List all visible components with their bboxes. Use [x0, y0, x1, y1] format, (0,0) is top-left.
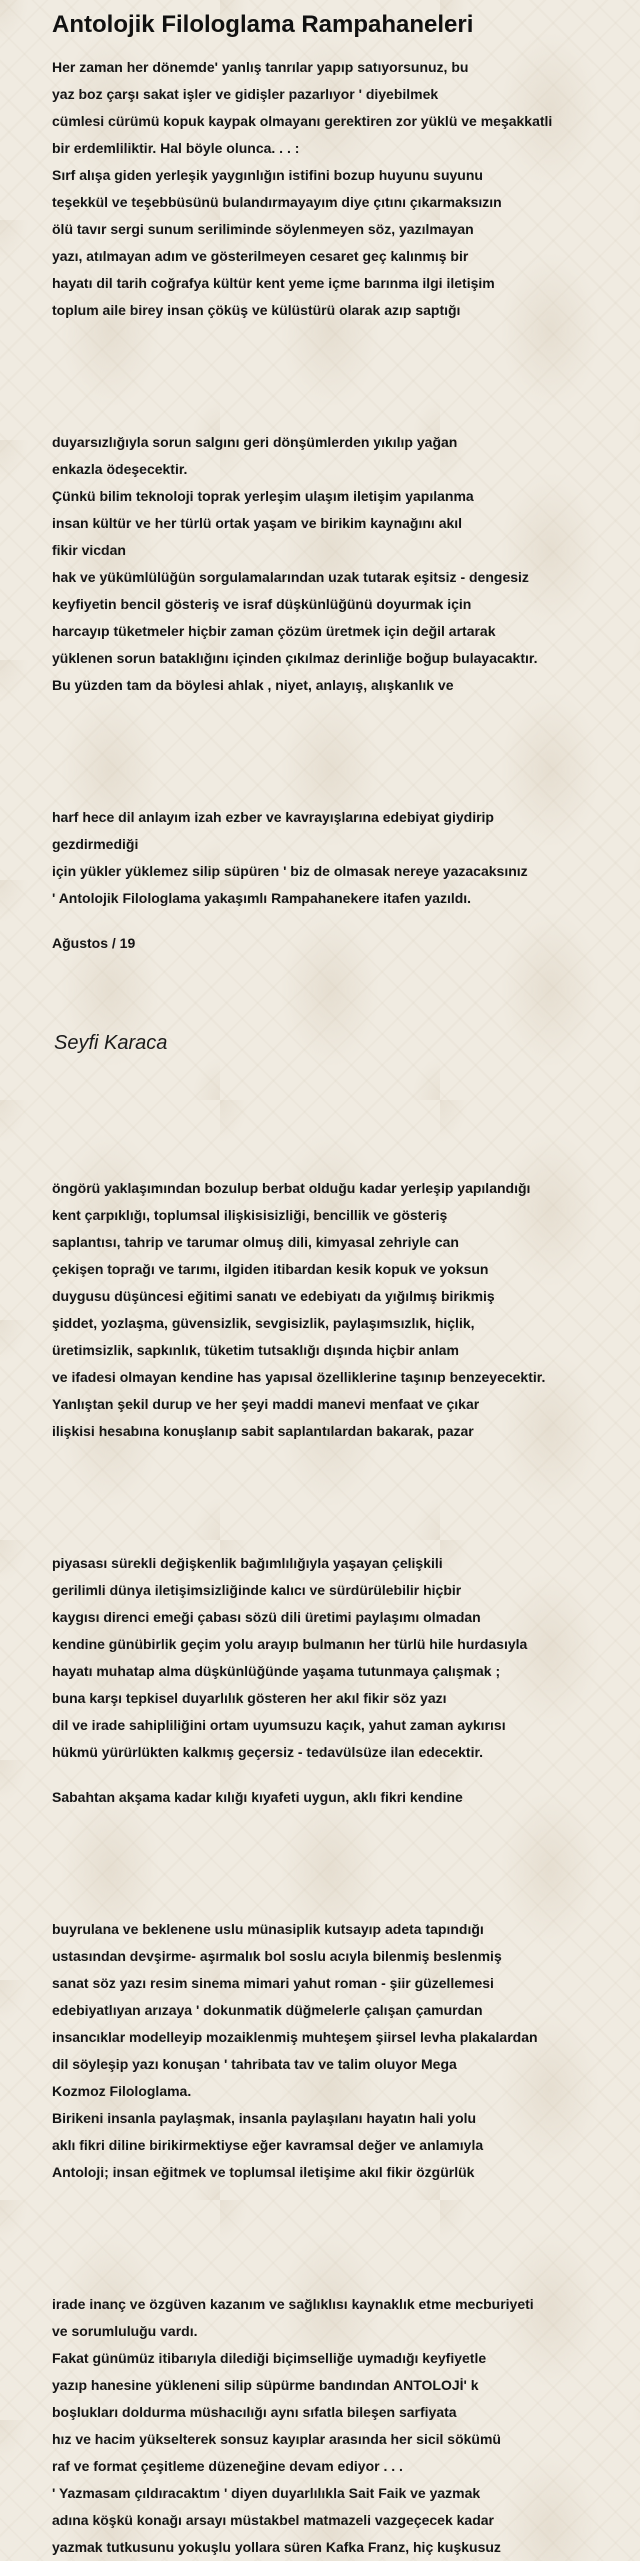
poem-line: yazmak tutkusunu yokuşlu yollara süren Kafka Franz, hiç kuşkusuz: [52, 2539, 501, 2555]
spacer: [0, 1057, 610, 1175]
poem-line: öngörü yaklaşımından bozulup berbat olduğu kadar yerleşip yapılandığı: [52, 1180, 531, 1196]
poem-line: cümlesi cürümü kopuk kaypak olmayanı gerektiren zor yüklü ve meşakkatli: [52, 113, 553, 129]
poem-line: enkazla ödeşecektir.: [52, 461, 188, 477]
poem-line: buyrulana ve beklenene uslu münasiplik kutsayıp adeta tapındığı: [52, 1921, 484, 1937]
poem-line: yazıp hanesine yükleneni silip süpürme bandından ANTOLOJİ' k: [52, 2377, 479, 2393]
poem-line: Sabahtan akşama kadar kılığı kıyafeti uygun, aklı fikri kendine: [52, 1789, 463, 1805]
date-block: [0, 930, 610, 957]
poem-line: Yanlıştan şekil durup ve her şeyi maddi manevi menfaat ve çıkar: [52, 1396, 480, 1412]
date-text: Ağustos / 19: [52, 935, 136, 951]
poem-line: boşlukları doldurma müshacılığı aynı sıfatla bileşen sarfiyata: [52, 2404, 457, 2420]
poem-line: Çünkü bilim teknoloji toprak yerleşim ulaşım iletişim yapılanma: [52, 488, 474, 504]
poem-line: ölü tavır sergi sunum seriliminde söylenmeyen söz, yazılmayan: [52, 221, 474, 237]
author-name: Seyfi Karaca: [54, 1032, 168, 1054]
poem-line: gezdirmediği: [52, 836, 139, 852]
poem-line: dil söyleşip yazı konuşan ' tahribata tav ve talim oluyor Mega: [52, 2056, 457, 2072]
poem-line: toplum aile birey insan çöküş ve külüstürü olarak azıp saptığı: [52, 302, 461, 318]
poem-line: adına köşkü konağı arsayı müstakbel matmazeli vazgeçecek kadar: [52, 2512, 494, 2528]
poem-line: insan kültür ve her türlü ortak yaşam ve birikim kaynağını akıl: [52, 515, 463, 531]
poem-line: duyarsızlığıyla sorun salgını geri dönşümlerden yıkılıp yağan: [52, 434, 458, 450]
poem-line: teşekkül ve teşebbüsünü bulandırmayayım diye çıtını çıkarmaksızın: [52, 194, 502, 210]
poem-line: hak ve yükümlülüğün sorgulamalarından uzak tutarak eşitsiz - dengesiz: [52, 569, 529, 585]
poem-line: kaygısı direnci emeği çabası sözü dili üretimi paylaşımı olmadan: [52, 1609, 481, 1625]
poem-block-7: [0, 1916, 610, 2186]
poem-line: Her zaman her dönemde' yanlış tanrılar yapıp satıyorsunuz, bu: [52, 59, 469, 75]
poem-line: kent çarpıklığı, toplumsal ilişkisisizliği, bencillik ve gösteriş: [52, 1207, 448, 1223]
poem-line: hız ve hacim yükselterek sonsuz kayıplar arasında her sicil sökümü: [52, 2431, 501, 2447]
poem-line: keyfiyetin bencil gösteriş ve israf düşkünlüğünü doyurmak için: [52, 596, 472, 612]
signature-block: [0, 1029, 610, 1057]
poem-line: duygusu düşüncesi eğitimi sanatı ve edebiyatı da yığılmış birikmiş: [52, 1288, 495, 1304]
poem-line: ' Antolojik Filologlama yakaşımlı Rampahanekere itafen yazıldı.: [52, 890, 472, 906]
spacer: [0, 1766, 610, 1784]
poem-block-3: [0, 804, 610, 912]
poem-block-2: [0, 429, 610, 699]
spacer: [0, 912, 610, 930]
poem-line: ' Yazmasam çıldıracaktım ' diyen duyarlılıkla Sait Faik ve yazmak: [52, 2485, 481, 2501]
poem-block-6: [0, 1784, 610, 1811]
poem-line: insancıklar modelleyip mozaiklenmiş muhteşem şiirsel levha plakalardan: [52, 2029, 538, 2045]
poem-line: gerilimli dünya iletişimsizliğinde kalıcı ve sürdürülebilir hiçbir: [52, 1582, 462, 1598]
poem-line: çekişen toprağı ve tarımı, ilgiden itibardan kesik kopuk ve yoksun: [52, 1261, 489, 1277]
poem-block-4: [0, 1175, 610, 1445]
poem-line: üretimsizlik, sapkınlık, tüketim tutsaklığı dışında hiçbir anlam: [52, 1342, 459, 1358]
poem-line: buna karşı tepkisel duyarlılık gösteren her akıl fikir söz yazı: [52, 1690, 447, 1706]
poem-line: hükmü yürürlükten kalkmış geçersiz - tedavülsüze ilan edecektir.: [52, 1744, 484, 1760]
poem-line: bir erdemliliktir. Hal böyle olunca. . . :: [52, 140, 300, 156]
poem-line: fikir vicdan: [52, 542, 126, 558]
poem-line: saplantısı, tahrip ve tarumar olmuş dili, kimyasal zehriyle can: [52, 1234, 459, 1250]
poem-line: yüklenen sorun bataklığını içinden çıkılmaz derinliğe boğup bulayacaktır.: [52, 650, 538, 666]
poem-line: kendine günübirlik geçim yolu arayıp bulmanın her türlü hile hurdasıyla: [52, 1636, 528, 1652]
stanza-gap: [0, 699, 610, 804]
poem-line: piyasası sürekli değişkenlik bağımlılığıyla yaşayan çelişkili: [52, 1555, 443, 1571]
poem-line: irade inanç ve özgüven kazanım ve sağlıklısı kaynaklık etme mecburiyeti: [52, 2296, 534, 2312]
poem-line: harcayıp tüketmeler hiçbir zaman çözüm üretmek için değil artarak: [52, 623, 496, 639]
poem-line: Birikeni insanla paylaşmak, insanla paylaşılanı hayatın hali yolu: [52, 2110, 477, 2126]
poem-line: Kozmoz Filologlama.: [52, 2083, 192, 2099]
poem-line: hayatı muhatap alma düşkünlüğünde yaşama tutunmaya çalışmak ;: [52, 1663, 501, 1679]
poem-line: raf ve format çeşitleme düzeneğine devam ediyor . . .: [52, 2458, 403, 2474]
poem-line: ustasından devşirme- aşırmalık bol soslu acıyla bilenmiş beslenmiş: [52, 1948, 502, 1964]
poem-line: yazı, atılmayan adım ve gösterilmeyen cesaret geç kalınmış bir: [52, 248, 469, 264]
stanza-gap: [0, 1811, 610, 1916]
poem-line: harf hece dil anlayım izah ezber ve kavrayışlarına edebiyat giydirip: [52, 809, 494, 825]
poem-line: Bu yüzden tam da böylesi ahlak , niyet, anlayış, alışkanlık ve: [52, 677, 454, 693]
poem-line: hayatı dil tarih coğrafya kültür kent yeme içme barınma ilgi iletişim: [52, 275, 495, 291]
poem-block-5: [0, 1550, 610, 1766]
spacer: [0, 957, 610, 1029]
poem-line: yaz boz çarşı sakat işler ve gidişler pazarlıyor ' diyebilmek: [52, 86, 439, 102]
poem-block-8: [0, 2291, 610, 2561]
poem-line: şiddet, yozlaşma, güvensizlik, sevgisizlik, paylaşımsızlık, hiçlik,: [52, 1315, 475, 1331]
poem-line: Fakat günümüz itibarıyla dilediği biçimselliğe uymadığı keyfiyetle: [52, 2350, 487, 2366]
stanza-gap: [0, 324, 610, 429]
stanza-gap: [0, 1445, 610, 1550]
poem-line: için yükler yüklemez silip süpüren ' biz de olmasak nereye yazacaksınız: [52, 863, 528, 879]
poem-line: aklı fikri diline birikirmektiyse eğer kavramsal değer ve anlamıyla: [52, 2137, 484, 2153]
poem-line: dil ve irade sahipliliğini ortam uyumsuzu kaçık, yahut zaman aykırısı: [52, 1717, 506, 1733]
poem-line: ilişkisi hesabına konuşlanıp sabit saplantılardan bakarak, pazar: [52, 1423, 474, 1439]
poem-line: Sırf alışa giden yerleşik yaygınlığın istifini bozup huyunu suyunu: [52, 167, 483, 183]
poem-line: ve sorumluluğu vardı.: [52, 2323, 198, 2339]
poem-line: Antoloji; insan eğitmek ve toplumsal iletişime akıl fikir özgürlük: [52, 2164, 475, 2180]
page-title: Antolojik Filologlama Rampahaneleri: [52, 11, 474, 38]
poem-line: edebiyatlıyan arızaya ' dokunmatik düğmelerle çalışan çamurdan: [52, 2002, 483, 2018]
poem-line: ve ifadesi olmayan kendine has yapısal özelliklerine taşınıp benzeyecektir.: [52, 1369, 546, 1385]
stanza-gap: [0, 2186, 610, 2291]
poem-block-1: [0, 54, 610, 324]
poem-line: sanat söz yazı resim sinema mimari yahut roman - şiir güzellemesi: [52, 1975, 494, 1991]
